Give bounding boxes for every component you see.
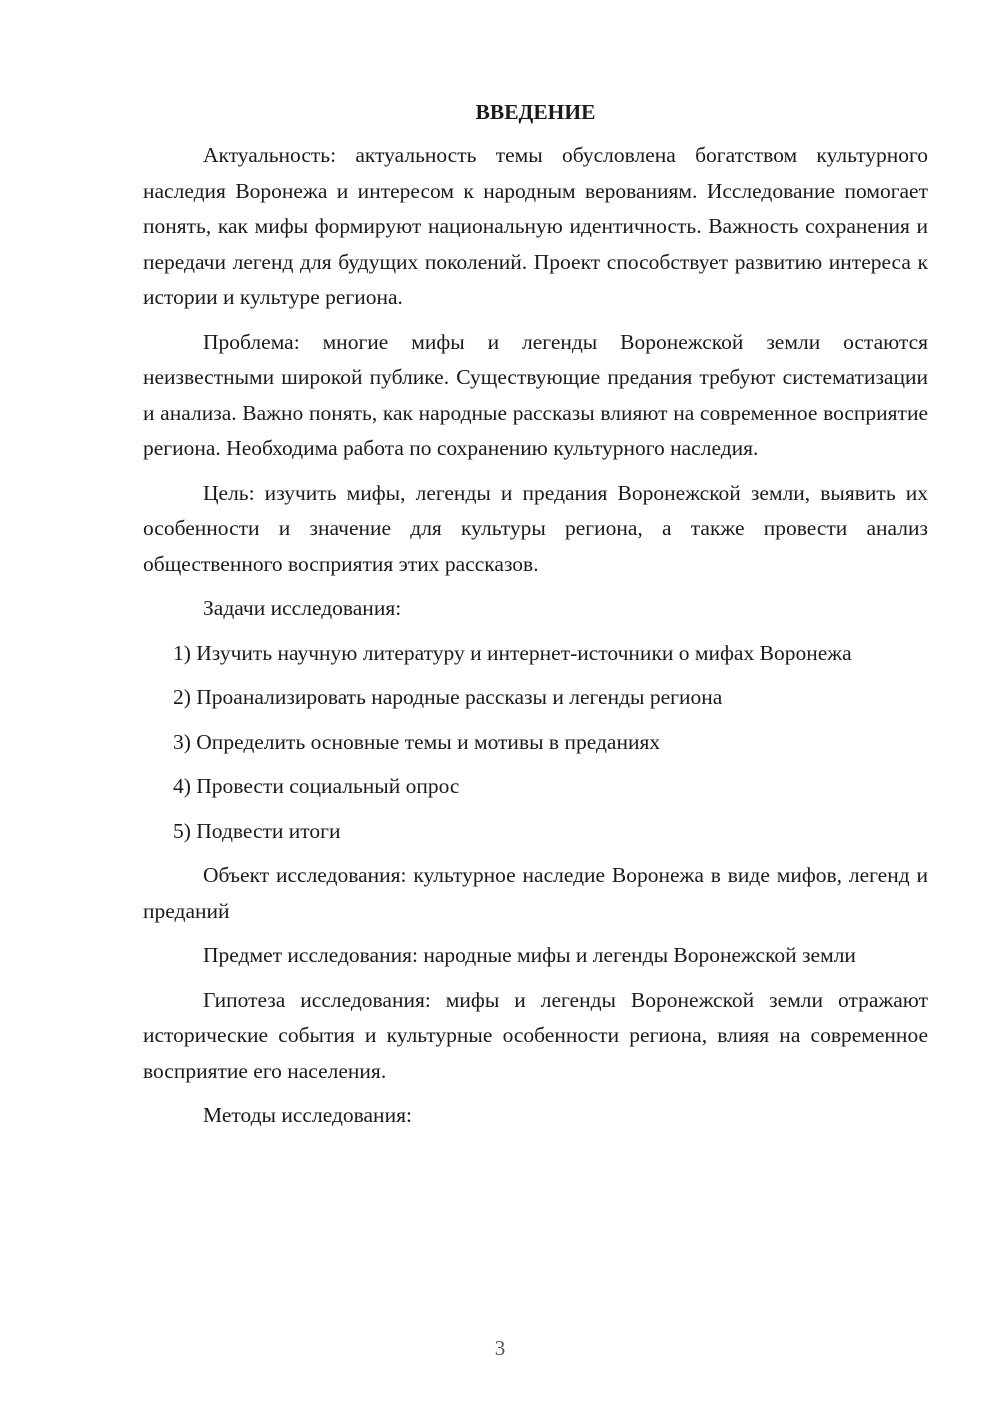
document-page: [143, 96, 928, 1143]
tasks-heading: Задачи исследования:: [203, 596, 402, 620]
paragraph-hypothesis: Гипотеза исследования: мифы и легенды Воронежской земли отражают исторические события и культурные особенности региона, влияя на современное восприятие его населения.: [143, 987, 928, 1083]
task-item-2: 2) Проанализировать народные рассказы и легенды региона: [173, 685, 723, 709]
paragraph-relevance: Актуальность: актуальность темы обусловлена богатством культурного наследия Воронежа и интересом к народным верованиям. Исследование помогает понять, как мифы формируют национальную идентичность. Важность сохранения и передачи легенд для будущих поколений. Проект способствует развитию интереса к истории и культуре региона.: [143, 143, 928, 309]
document-title: ВВЕДЕНИЕ: [475, 100, 596, 124]
paragraph-problem: Проблема: многие мифы и легенды Воронежской земли остаются неизвестными широкой публике. Существующие предания требуют систематизации и анализа. Важно понять, как народные рассказы влияют на современное восприятие региона. Необходима работа по сохранению культурного наследия.: [143, 329, 928, 460]
paragraph-subject: Предмет исследования: народные мифы и легенды Воронежской земли: [203, 943, 856, 967]
task-item-1: 1) Изучить научную литературу и интернет-источники о мифах Воронежа: [173, 640, 852, 665]
task-item-4: 4) Провести социальный опрос: [173, 774, 460, 798]
paragraph-object: Объект исследования: культурное наследие Воронежа в виде мифов, легенд и преданий: [143, 863, 928, 923]
paragraph-goal: Цель: изучить мифы, легенды и предания Воронежской земли, выявить их особенности и значение для культуры региона, а также провести анализ общественного восприятия этих рассказов.: [143, 480, 928, 576]
page-number: 3: [494, 1336, 506, 1360]
methods-heading: Методы исследования:: [203, 1103, 412, 1127]
task-item-3: 3) Определить основные темы и мотивы в преданиях: [173, 729, 661, 754]
task-item-5: 5) Подвести итоги: [173, 818, 341, 843]
